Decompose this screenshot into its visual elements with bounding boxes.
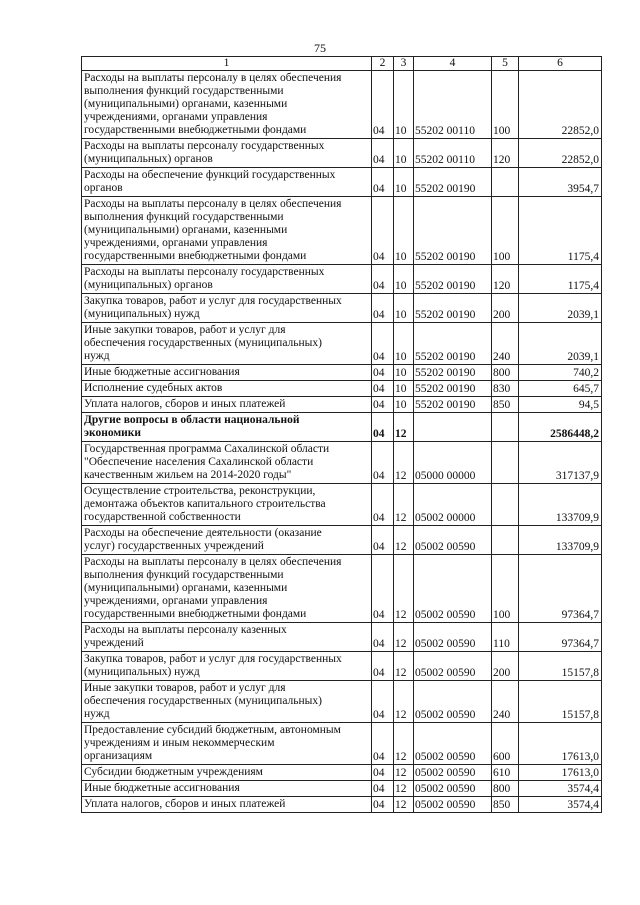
target-article-cell: 55202 00190 <box>414 365 492 381</box>
row-name-cell: Другие вопросы в области национальной экономики <box>82 413 372 442</box>
subsection-code-cell: 12 <box>394 526 414 555</box>
amount-cell: 1175,4 <box>519 265 602 294</box>
section-code-cell: 04 <box>372 797 394 813</box>
target-article-cell: 05002 00590 <box>414 555 492 623</box>
table-row <box>82 265 602 294</box>
section-code-cell: 04 <box>372 555 394 623</box>
amount-cell: 94,5 <box>519 397 602 413</box>
amount-cell: 3574,4 <box>519 781 602 797</box>
subsection-code-cell: 10 <box>394 381 414 397</box>
target-article-cell: 55202 00190 <box>414 381 492 397</box>
subsection-code-cell: 12 <box>394 442 414 484</box>
row-name-cell: Государственная программа Сахалинской области "Обеспечение населения Сахалинской области качественным жильем на 2014-2020 годы" <box>82 442 372 484</box>
expense-type-cell <box>492 442 519 484</box>
subsection-code-cell: 12 <box>394 781 414 797</box>
table-row <box>82 652 602 681</box>
amount-cell: 97364,7 <box>519 623 602 652</box>
amount-cell: 645,7 <box>519 381 602 397</box>
section-code-cell: 04 <box>372 652 394 681</box>
row-name-cell: Расходы на выплаты персоналу казенных учреждений <box>82 623 372 652</box>
expense-type-cell: 120 <box>492 265 519 294</box>
amount-cell: 17613,0 <box>519 765 602 781</box>
expense-type-cell: 850 <box>492 397 519 413</box>
header-col-4: 4 <box>414 57 492 71</box>
table-row <box>82 681 602 723</box>
expense-type-cell: 610 <box>492 765 519 781</box>
subsection-code-cell: 10 <box>394 397 414 413</box>
row-name-cell: Расходы на обеспечение деятельности (оказание услуг) государственных учреждений <box>82 526 372 555</box>
target-article-cell: 05000 00000 <box>414 442 492 484</box>
section-code-cell: 04 <box>372 168 394 197</box>
target-article-cell: 05002 00590 <box>414 797 492 813</box>
subsection-code-cell: 10 <box>394 365 414 381</box>
target-article-cell: 55202 00190 <box>414 265 492 294</box>
expense-type-cell: 100 <box>492 555 519 623</box>
target-article-cell: 55202 00110 <box>414 71 492 139</box>
expense-type-cell: 200 <box>492 652 519 681</box>
target-article-cell: 05002 00590 <box>414 623 492 652</box>
row-name-cell: Осуществление строительства, реконструкции, демонтажа объектов капитального строительства государственной собственности <box>82 484 372 526</box>
row-name-cell: Расходы на выплаты персоналу в целях обеспечения выполнения функций государственными (муниципальными) органами, казенными учреждениями, органами управления государственными внебюджетными фондами <box>82 555 372 623</box>
subsection-code-cell: 12 <box>394 797 414 813</box>
subsection-code-cell: 10 <box>394 139 414 168</box>
section-code-cell: 04 <box>372 765 394 781</box>
expense-type-cell: 100 <box>492 197 519 265</box>
target-article-cell: 05002 00590 <box>414 526 492 555</box>
table-row <box>82 365 602 381</box>
table-row <box>82 555 602 623</box>
table-row <box>82 397 602 413</box>
subsection-code-cell: 12 <box>394 484 414 526</box>
subsection-code-cell: 10 <box>394 168 414 197</box>
amount-cell: 97364,7 <box>519 555 602 623</box>
target-article-cell: 55202 00110 <box>414 139 492 168</box>
table-body <box>82 71 602 813</box>
subsection-code-cell: 10 <box>394 294 414 323</box>
target-article-cell: 55202 00190 <box>414 168 492 197</box>
row-name-cell: Расходы на выплаты персоналу государственных (муниципальных) органов <box>82 139 372 168</box>
target-article-cell: 05002 00000 <box>414 484 492 526</box>
row-name-cell: Исполнение судебных актов <box>82 381 372 397</box>
section-code-cell: 04 <box>372 294 394 323</box>
table-row <box>82 781 602 797</box>
expense-type-cell: 240 <box>492 681 519 723</box>
header-col-2: 2 <box>372 57 394 71</box>
budget-table <box>81 56 602 813</box>
amount-cell: 2586448,2 <box>519 413 602 442</box>
row-name-cell: Уплата налогов, сборов и иных платежей <box>82 797 372 813</box>
amount-cell: 2039,1 <box>519 294 602 323</box>
subsection-code-cell: 12 <box>394 652 414 681</box>
table-row <box>82 413 602 442</box>
target-article-cell: 05002 00590 <box>414 723 492 765</box>
table-row <box>82 323 602 365</box>
section-code-cell: 04 <box>372 623 394 652</box>
table-row <box>82 484 602 526</box>
row-name-cell: Расходы на обеспечение функций государственных органов <box>82 168 372 197</box>
table-row <box>82 442 602 484</box>
amount-cell: 1175,4 <box>519 197 602 265</box>
amount-cell: 740,2 <box>519 365 602 381</box>
amount-cell: 15157,8 <box>519 652 602 681</box>
header-col-5: 5 <box>492 57 519 71</box>
amount-cell: 133709,9 <box>519 526 602 555</box>
header-col-3: 3 <box>394 57 414 71</box>
row-name-cell: Расходы на выплаты персоналу в целях обеспечения выполнения функций государственными (муниципальными) органами, казенными учреждениями, органами управления государственными внебюджетными фондами <box>82 71 372 139</box>
page-number: 75 <box>314 41 326 55</box>
section-code-cell: 04 <box>372 265 394 294</box>
amount-cell: 15157,8 <box>519 681 602 723</box>
subsection-code-cell: 10 <box>394 197 414 265</box>
expense-type-cell: 120 <box>492 139 519 168</box>
section-code-cell: 04 <box>372 781 394 797</box>
section-code-cell: 04 <box>372 397 394 413</box>
subsection-code-cell: 12 <box>394 623 414 652</box>
table-header-row <box>82 57 602 71</box>
subsection-code-cell: 12 <box>394 723 414 765</box>
amount-cell: 3954,7 <box>519 168 602 197</box>
amount-cell: 3574,4 <box>519 797 602 813</box>
expense-type-cell: 800 <box>492 781 519 797</box>
row-name-cell: Иные бюджетные ассигнования <box>82 781 372 797</box>
table-row <box>82 765 602 781</box>
row-name-cell: Расходы на выплаты персоналу в целях обеспечения выполнения функций государственными (муниципальными) органами, казенными учреждениями, органами управления государственными внебюджетными фондами <box>82 197 372 265</box>
subsection-code-cell: 10 <box>394 323 414 365</box>
amount-cell: 17613,0 <box>519 723 602 765</box>
row-name-cell: Расходы на выплаты персоналу государственных (муниципальных) органов <box>82 265 372 294</box>
row-name-cell: Субсидии бюджетным учреждениям <box>82 765 372 781</box>
section-code-cell: 04 <box>372 484 394 526</box>
row-name-cell: Уплата налогов, сборов и иных платежей <box>82 397 372 413</box>
target-article-cell <box>414 413 492 442</box>
target-article-cell: 55202 00190 <box>414 323 492 365</box>
row-name-cell: Иные бюджетные ассигнования <box>82 365 372 381</box>
target-article-cell: 05002 00590 <box>414 765 492 781</box>
section-code-cell: 04 <box>372 442 394 484</box>
section-code-cell: 04 <box>372 723 394 765</box>
table-row <box>82 168 602 197</box>
subsection-code-cell: 12 <box>394 555 414 623</box>
table-row <box>82 526 602 555</box>
table-row <box>82 797 602 813</box>
amount-cell: 22852,0 <box>519 71 602 139</box>
row-name-cell: Иные закупки товаров, работ и услуг для обеспечения государственных (муниципальных) нужд <box>82 681 372 723</box>
amount-cell: 133709,9 <box>519 484 602 526</box>
table-row <box>82 197 602 265</box>
subsection-code-cell: 12 <box>394 413 414 442</box>
section-code-cell: 04 <box>372 526 394 555</box>
table-row <box>82 381 602 397</box>
row-name-cell: Закупка товаров, работ и услуг для государственных (муниципальных) нужд <box>82 294 372 323</box>
section-code-cell: 04 <box>372 413 394 442</box>
section-code-cell: 04 <box>372 71 394 139</box>
section-code-cell: 04 <box>372 381 394 397</box>
amount-cell: 22852,0 <box>519 139 602 168</box>
expense-type-cell: 600 <box>492 723 519 765</box>
table-row <box>82 294 602 323</box>
section-code-cell: 04 <box>372 139 394 168</box>
subsection-code-cell: 12 <box>394 765 414 781</box>
expense-type-cell: 850 <box>492 797 519 813</box>
target-article-cell: 05002 00590 <box>414 681 492 723</box>
expense-type-cell <box>492 526 519 555</box>
section-code-cell: 04 <box>372 197 394 265</box>
expense-type-cell <box>492 168 519 197</box>
expense-type-cell <box>492 413 519 442</box>
subsection-code-cell: 12 <box>394 681 414 723</box>
section-code-cell: 04 <box>372 681 394 723</box>
row-name-cell: Предоставление субсидий бюджетным, автономным учреждениям и иным некоммерческим организациям <box>82 723 372 765</box>
target-article-cell: 05002 00590 <box>414 781 492 797</box>
expense-type-cell: 200 <box>492 294 519 323</box>
table-row <box>82 723 602 765</box>
subsection-code-cell: 10 <box>394 71 414 139</box>
table-row <box>82 71 602 139</box>
section-code-cell: 04 <box>372 365 394 381</box>
section-code-cell: 04 <box>372 323 394 365</box>
header-col-1: 1 <box>82 57 372 71</box>
target-article-cell: 05002 00590 <box>414 652 492 681</box>
table-row <box>82 623 602 652</box>
target-article-cell: 55202 00190 <box>414 197 492 265</box>
header-col-6: 6 <box>519 57 602 71</box>
table-row <box>82 139 602 168</box>
target-article-cell: 55202 00190 <box>414 294 492 323</box>
subsection-code-cell: 10 <box>394 265 414 294</box>
expense-type-cell: 240 <box>492 323 519 365</box>
expense-type-cell: 800 <box>492 365 519 381</box>
row-name-cell: Закупка товаров, работ и услуг для государственных (муниципальных) нужд <box>82 652 372 681</box>
expense-type-cell: 830 <box>492 381 519 397</box>
expense-type-cell <box>492 484 519 526</box>
amount-cell: 2039,1 <box>519 323 602 365</box>
amount-cell: 317137,9 <box>519 442 602 484</box>
row-name-cell: Иные закупки товаров, работ и услуг для обеспечения государственных (муниципальных) нужд <box>82 323 372 365</box>
expense-type-cell: 100 <box>492 71 519 139</box>
expense-type-cell: 110 <box>492 623 519 652</box>
target-article-cell: 55202 00190 <box>414 397 492 413</box>
